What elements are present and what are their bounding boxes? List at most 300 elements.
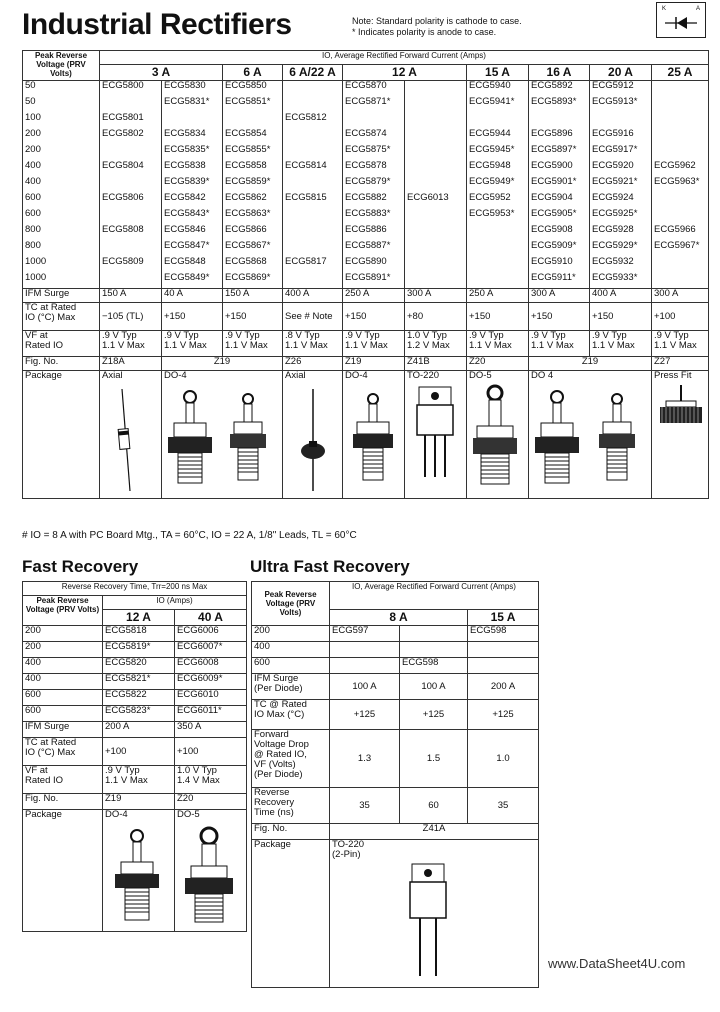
part-number: ECG598 (400, 658, 468, 674)
prv-value: 400 (252, 642, 330, 658)
tc-label (23, 303, 100, 331)
axial-diode-icon (285, 381, 341, 491)
prv-value: 50 (23, 97, 100, 113)
vf-typ: .9 V Typ (654, 330, 689, 341)
vf-label-line: VF (Volts) (254, 759, 296, 770)
ifm-label (252, 674, 330, 700)
part-number (283, 81, 343, 97)
part-number (652, 193, 709, 209)
prv-value: 600 (23, 690, 103, 706)
pkg-to220-cell (405, 371, 467, 499)
prv-value: 200 (23, 129, 100, 145)
pkg-axial2-cell (283, 371, 343, 499)
table-row (23, 113, 709, 129)
part-number: ECG5814 (283, 161, 343, 177)
part-number (652, 209, 709, 225)
part-number: ECG5886 (343, 225, 405, 241)
watermark: www.DataSheet4U.com (548, 956, 686, 971)
pkg-do5-cell (175, 810, 247, 932)
part-number: ECG5809 (100, 257, 162, 273)
amp-16a: 16 A (529, 65, 590, 81)
tc-row (23, 303, 709, 331)
part-number (330, 642, 400, 658)
part-number: ECG5835* (162, 145, 223, 161)
part-number (467, 257, 529, 273)
part-number: ECG5924 (590, 193, 652, 209)
part-number: ECG5904 (529, 193, 590, 209)
tc-label-line: IO (°C) Max (25, 747, 76, 758)
trr-value: 60 (400, 788, 468, 824)
amp-20a: 20 A (590, 65, 652, 81)
tc-value: +150 (223, 303, 283, 331)
part-number (100, 177, 162, 193)
part-number: ECG5838 (162, 161, 223, 177)
part-number (468, 658, 539, 674)
ifm-row (23, 722, 247, 738)
ifm-value: 300 A (529, 289, 590, 303)
vf-value (175, 766, 247, 794)
ultra-fast-recovery-table (251, 581, 539, 988)
part-number (405, 225, 467, 241)
page-title: Industrial Rectifiers (22, 8, 292, 41)
ifm-label-line: (Per Diode) (254, 683, 303, 694)
pkg-name: Press Fit (654, 370, 692, 381)
industrial-footnote: # IO = 8 A with PC Board Mtg., TA = 60°C, IO = 22 A, 1/8" Leads, TL = 60°C (22, 530, 357, 541)
table-row (23, 658, 247, 674)
vf-typ: 1.0 V Typ (407, 330, 447, 341)
part-number (652, 129, 709, 145)
fig-row (23, 794, 247, 810)
part-number: ECG5900 (529, 161, 590, 177)
part-number: ECG5879* (343, 177, 405, 193)
table-row (23, 690, 247, 706)
part-number: ECG5815 (283, 193, 343, 209)
part-number (100, 273, 162, 289)
tc-value: +125 (468, 700, 539, 730)
vf-label-line: (Per Diode) (254, 769, 303, 780)
prv-value: 400 (23, 674, 103, 690)
trr-value: 35 (330, 788, 400, 824)
part-number (283, 129, 343, 145)
pkg-label: Package (23, 810, 103, 932)
trr-label-line: Time (ns) (254, 807, 294, 818)
part-number (405, 97, 467, 113)
table-row (23, 706, 247, 722)
pkg-name: DO-5 (469, 370, 492, 381)
pkg-label: Package (23, 371, 100, 499)
part-number (652, 97, 709, 113)
part-number: ECG5962 (652, 161, 709, 177)
pkg-name: (2-Pin) (332, 849, 361, 860)
vf-label-line: Rated IO (25, 340, 64, 351)
part-number (283, 145, 343, 161)
part-number: ECG5834 (162, 129, 223, 145)
part-number (100, 145, 162, 161)
part-number (652, 273, 709, 289)
part-number: ECG5944 (467, 129, 529, 145)
part-number: ECG5892 (529, 81, 590, 97)
tc-value: +100 (652, 303, 709, 331)
part-number (529, 113, 590, 129)
part-number: ECG5878 (343, 161, 405, 177)
part-number (405, 161, 467, 177)
tc-row (23, 738, 247, 766)
part-number (405, 177, 467, 193)
table-row (23, 626, 247, 642)
part-number: ECG6011* (175, 706, 247, 722)
vf-typ: .9 V Typ (531, 330, 566, 341)
tc-label-line: TC @ Rated (254, 699, 307, 710)
prv-value: 50 (23, 81, 100, 97)
fig-label: Fig. No. (23, 794, 103, 810)
pkg-do4-cell (103, 810, 175, 932)
ifm-value: 200 A (103, 722, 175, 738)
tc-label (252, 700, 330, 730)
part-number (162, 113, 223, 129)
part-number: ECG5887* (343, 241, 405, 257)
amp-6a: 6 A (223, 65, 283, 81)
vf-value: 1.0 (468, 730, 539, 788)
ifm-value: 200 A (468, 674, 539, 700)
prv-value: 1000 (23, 257, 100, 273)
part-number (330, 658, 400, 674)
anode-label: A (695, 6, 700, 12)
part-number: ECG5854 (223, 129, 283, 145)
tc-value: +100 (175, 738, 247, 766)
part-number: ECG5819* (103, 642, 175, 658)
part-number: ECG5897* (529, 145, 590, 161)
prv-value: 600 (23, 209, 100, 225)
vf-label-line: VF at (25, 330, 48, 341)
part-number: ECG5862 (223, 193, 283, 209)
table-row (23, 674, 247, 690)
part-number: ECG5967* (652, 241, 709, 257)
amp-6a-22a: 6 A/22 A (283, 65, 343, 81)
part-number: ECG5905* (529, 209, 590, 225)
amp-8a: 8 A (330, 610, 468, 626)
amp-12a: 12 A (103, 610, 175, 626)
amp-25a: 25 A (652, 65, 709, 81)
vf-max: 1.1 V Max (531, 340, 574, 351)
part-number: ECG5849* (162, 273, 223, 289)
prv-value: 800 (23, 225, 100, 241)
part-number: ECG5818 (103, 626, 175, 642)
industrial-rectifiers-table (22, 50, 709, 499)
note-asterisk: * Indicates polarity is anode to case. (352, 27, 497, 37)
tc-label-line: IO Max (°C) (254, 709, 305, 720)
vf-value (652, 331, 709, 357)
part-number: ECG5812 (283, 113, 343, 129)
part-number: ECG5911* (529, 273, 590, 289)
part-number: ECG5913* (590, 97, 652, 113)
prv-value: 200 (23, 626, 103, 642)
pkg-label: Package (252, 840, 330, 988)
part-number: ECG5868 (223, 257, 283, 273)
vf-max: 1.1 V Max (102, 340, 145, 351)
part-number: ECG6008 (175, 658, 247, 674)
prv-header: Peak Reverse Voltage (PRV Volts) (252, 582, 330, 626)
fig-value: Z27 (652, 357, 709, 371)
part-number: ECG5928 (590, 225, 652, 241)
part-number: ECG5882 (343, 193, 405, 209)
part-number: ECG5952 (467, 193, 529, 209)
vf-row (23, 766, 247, 794)
part-number (468, 642, 539, 658)
table-row (23, 81, 709, 97)
fig-label: Fig. No. (252, 824, 330, 840)
ifm-label: IFM Surge (23, 289, 100, 303)
table-row (23, 145, 709, 161)
ifm-value: 400 A (283, 289, 343, 303)
part-number (100, 97, 162, 113)
vf-max: 1.2 V Max (407, 340, 450, 351)
ifm-label: IFM Surge (23, 722, 103, 738)
ifm-value: 100 A (400, 674, 468, 700)
vf-row (23, 331, 709, 357)
part-number: ECG5801 (100, 113, 162, 129)
pkg-to220-cell (330, 840, 539, 988)
ultra-fast-recovery-title: Ultra Fast Recovery (250, 557, 410, 576)
vf-max: 1.1 V Max (345, 340, 388, 351)
tc-value: +150 (343, 303, 405, 331)
part-number: ECG5820 (103, 658, 175, 674)
part-number (405, 273, 467, 289)
ifm-label-line: IFM Surge (254, 673, 299, 684)
part-number (283, 209, 343, 225)
fig-value: Z19 (343, 357, 405, 371)
prv-value: 600 (23, 193, 100, 209)
ifm-value: 250 A (343, 289, 405, 303)
part-number: ECG5817 (283, 257, 343, 273)
pkg-name: DO 4 (531, 370, 554, 381)
part-number: ECG5822 (103, 690, 175, 706)
vf-typ: .9 V Typ (164, 330, 199, 341)
amp-15a: 15 A (467, 65, 529, 81)
vf-value (223, 331, 283, 357)
part-number: ECG5843* (162, 209, 223, 225)
pkg-name: Axial (102, 370, 123, 381)
do5-stud-diode-icon (177, 820, 243, 924)
part-number: ECG5917* (590, 145, 652, 161)
table-row (23, 225, 709, 241)
prv-value: 100 (23, 113, 100, 129)
part-number (100, 209, 162, 225)
fig-value: Z41A (330, 824, 539, 840)
ifm-value: 350 A (175, 722, 247, 738)
part-number: ECG5870 (343, 81, 405, 97)
part-number (652, 257, 709, 273)
tc-value: +125 (330, 700, 400, 730)
pkg-name: DO-4 (345, 370, 368, 381)
to220-package-icon (407, 381, 465, 491)
prv-value: 1000 (23, 273, 100, 289)
do4-stud-diode-icon (164, 381, 282, 491)
fig-label: Fig. No. (23, 357, 100, 371)
part-number: ECG5909* (529, 241, 590, 257)
prv-value: 200 (252, 626, 330, 642)
part-number (223, 113, 283, 129)
part-number: ECG5846 (162, 225, 223, 241)
vf-max: 1.1 V Max (164, 340, 207, 351)
ifm-value: 250 A (467, 289, 529, 303)
table-row (23, 177, 709, 193)
tc-value: −105 (TL) (100, 303, 162, 331)
ifm-value: 150 A (100, 289, 162, 303)
part-number: ECG5839* (162, 177, 223, 193)
part-number: ECG5867* (223, 241, 283, 257)
part-number: ECG6007* (175, 642, 247, 658)
vf-value (100, 331, 162, 357)
trr-label-line: Recovery (254, 797, 295, 808)
to220-2pin-package-icon (332, 860, 537, 980)
part-number: ECG5910 (529, 257, 590, 273)
part-number: ECG5806 (100, 193, 162, 209)
part-number (467, 273, 529, 289)
io-header: IO, Average Rectified Forward Current (Amps) (330, 582, 539, 610)
part-number (405, 129, 467, 145)
part-number (467, 241, 529, 257)
part-number (405, 241, 467, 257)
table-row (252, 626, 539, 642)
pkg-do5-cell (467, 371, 529, 499)
amp-header-row (23, 65, 709, 81)
table-row (23, 257, 709, 273)
part-number: ECG6006 (175, 626, 247, 642)
pkg-pressfit-cell (652, 371, 709, 499)
part-number: ECG5932 (590, 257, 652, 273)
part-number: ECG5933* (590, 273, 652, 289)
part-number: ECG5925* (590, 209, 652, 225)
vf-label-line: Voltage Drop (254, 739, 309, 750)
prv-value: 200 (23, 145, 100, 161)
part-number: ECG5883* (343, 209, 405, 225)
fig-value: Z18A (100, 357, 162, 371)
part-number (400, 626, 468, 642)
table-row (23, 97, 709, 113)
tc-value: +150 (590, 303, 652, 331)
vf-value (405, 331, 467, 357)
package-row (23, 810, 247, 932)
vf-value (467, 331, 529, 357)
part-number: ECG5908 (529, 225, 590, 241)
prv-value: 400 (23, 658, 103, 674)
table-row (23, 209, 709, 225)
vf-typ: .9 V Typ (225, 330, 260, 341)
part-number: ECG6013 (405, 193, 467, 209)
part-number: ECG5863* (223, 209, 283, 225)
vf-label-line: VF at (25, 765, 48, 776)
fast-recovery-table (22, 581, 247, 932)
tc-value: +150 (162, 303, 223, 331)
vf-label-line: Rated IO (25, 775, 64, 786)
part-number: ECG5940 (467, 81, 529, 97)
vf-label (23, 766, 103, 794)
vf-value: 1.3 (330, 730, 400, 788)
vf-max: 1.1 V Max (285, 340, 328, 351)
vf-max: 1.4 V Max (177, 775, 220, 786)
fig-value: Z26 (283, 357, 343, 371)
tc-value: +150 (467, 303, 529, 331)
trr-label (252, 788, 330, 824)
vf-typ: .9 V Typ (592, 330, 627, 341)
package-row (252, 840, 539, 988)
part-number: ECG5802 (100, 129, 162, 145)
fig-value: Z19 (162, 357, 283, 371)
fig-row (23, 357, 709, 371)
part-number: ECG5941* (467, 97, 529, 113)
part-number: ECG5848 (162, 257, 223, 273)
part-number: ECG5850 (223, 81, 283, 97)
vf-typ: .9 V Typ (105, 765, 140, 776)
part-number (467, 225, 529, 241)
vf-value (103, 766, 175, 794)
io-header: IO, Average Rectified Forward Current (Amps) (100, 51, 709, 65)
do4-stud-diode-icon (531, 381, 651, 491)
note-standard: Note: Standard polarity is cathode to case. (352, 16, 522, 26)
table-row (23, 193, 709, 209)
part-number: ECG6009* (175, 674, 247, 690)
vf-max: 1.1 V Max (469, 340, 512, 351)
vf-max: 1.1 V Max (225, 340, 268, 351)
part-number: ECG5901* (529, 177, 590, 193)
trr-header: Reverse Recovery Time, Trr=200 ns Max (23, 582, 247, 596)
part-number (467, 113, 529, 129)
amp-40a: 40 A (175, 610, 247, 626)
part-number (283, 177, 343, 193)
vf-typ: .9 V Typ (102, 330, 137, 341)
polarity-notes (352, 16, 522, 38)
part-number: ECG5963* (652, 177, 709, 193)
part-number: ECG5966 (652, 225, 709, 241)
part-number: ECG5866 (223, 225, 283, 241)
part-number (405, 257, 467, 273)
pkg-do4-cell (162, 371, 283, 499)
ifm-value: 150 A (223, 289, 283, 303)
part-number: ECG5945* (467, 145, 529, 161)
part-number: ECG5800 (100, 81, 162, 97)
prv-header: Peak Reverse Voltage (PRV Volts) (23, 51, 100, 81)
table-row (252, 658, 539, 674)
vf-value: 1.5 (400, 730, 468, 788)
part-number: ECG597 (330, 626, 400, 642)
part-number (652, 81, 709, 97)
ifm-value: 400 A (590, 289, 652, 303)
vf-typ: .9 V Typ (469, 330, 504, 341)
part-number: ECG5891* (343, 273, 405, 289)
tc-label-line: IO (°C) Max (25, 312, 76, 323)
vf-label (23, 331, 100, 357)
part-number: ECG5890 (343, 257, 405, 273)
tc-label (23, 738, 103, 766)
fig-value: Z19 (103, 794, 175, 810)
io-header: IO (Amps) (103, 596, 247, 610)
part-number: ECG5851* (223, 97, 283, 113)
pkg-name: DO-5 (177, 809, 200, 820)
diode-symbol-icon (656, 2, 706, 38)
part-number: ECG598 (468, 626, 539, 642)
tc-value: +100 (103, 738, 175, 766)
do5-stud-diode-icon (469, 381, 527, 491)
table-row (23, 241, 709, 257)
vf-max: 1.1 V Max (654, 340, 697, 351)
tc-value: +125 (400, 700, 468, 730)
part-number (100, 241, 162, 257)
part-number (590, 113, 652, 129)
part-number (283, 97, 343, 113)
part-number: ECG5859* (223, 177, 283, 193)
part-number: ECG5823* (103, 706, 175, 722)
tc-value: +80 (405, 303, 467, 331)
